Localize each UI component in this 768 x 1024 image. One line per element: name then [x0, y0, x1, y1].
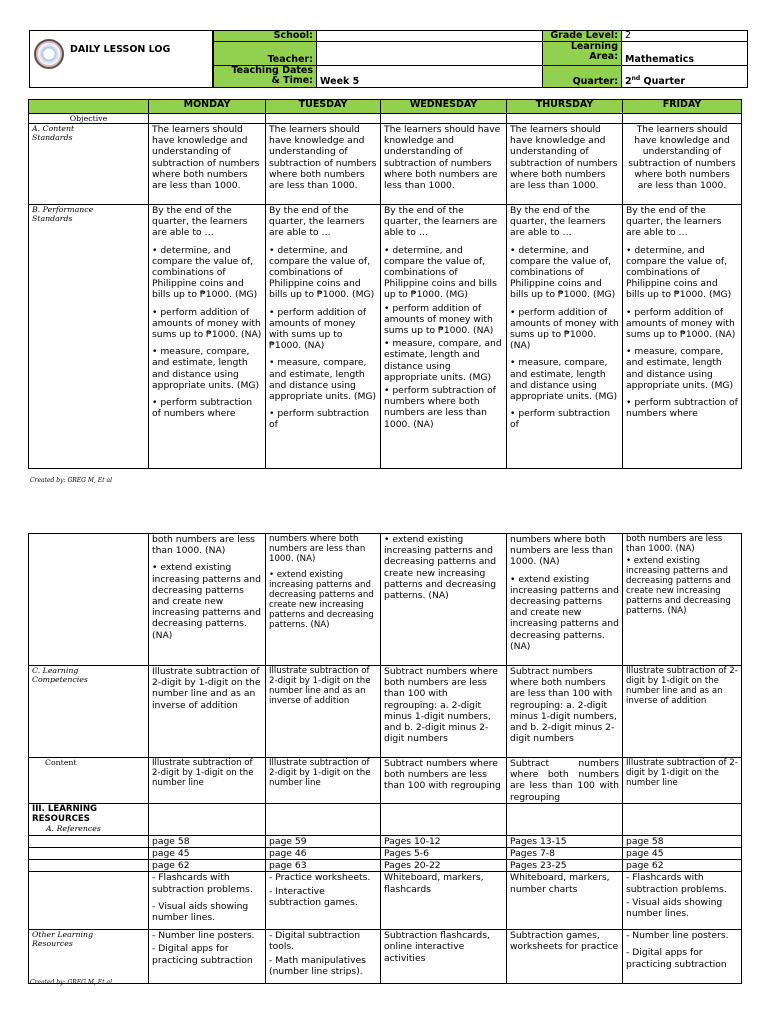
- ref1-friday: page 58: [623, 835, 742, 847]
- continued-monday: [149, 534, 266, 666]
- ps-bullet: • determine, and compare the value of, combinations of Philippine coins and bills up to ₱1000. (MG): [269, 244, 375, 301]
- performance-standards-label: [29, 205, 149, 469]
- teaching-dates-field[interactable]: Week 5: [317, 66, 543, 88]
- competency-wednesday: Subtract numbers where both numbers are less than 100 with regrouping: a. 2-digit minus 1-digit numbers, and b. 2-digit minus 2-digit numbers: [381, 666, 507, 758]
- ps-bullet: • perform addition of amounts of money with sums up to ₱1000. (NA): [269, 306, 367, 352]
- other-friday: [623, 930, 742, 984]
- content-standards-label: [29, 124, 149, 205]
- objective-cell: [507, 114, 623, 124]
- competency-friday: Illustrate subtraction of 2-digit by 1-digit on the number line and as an inverse of addition: [623, 666, 742, 758]
- ps-bullet: • measure, compare, and estimate, length and distance using appropriate units. (MG): [152, 346, 260, 391]
- resources-cell: [507, 803, 623, 835]
- ref3-tuesday: page 63: [266, 860, 381, 872]
- ps-intro: By the end of the quarter, the learners are able to …: [269, 205, 365, 239]
- deped-seal-icon: [34, 39, 64, 69]
- ref1-tuesday: page 59: [266, 835, 381, 847]
- other-item: - Math manipulatives (number line strips).: [269, 954, 366, 977]
- teaching-dates-label-line2: & Time:: [271, 75, 313, 86]
- ps-bullet: • measure, compare, and estimate, length and distance using appropriate units. (MG): [384, 338, 502, 383]
- performance-standard-wednesday: [381, 205, 507, 469]
- continued-wednesday: [381, 534, 507, 666]
- corner-cell: [29, 100, 149, 114]
- other-monday: [149, 930, 266, 984]
- ref1-monday: page 58: [149, 835, 266, 847]
- quarter-field[interactable]: [622, 66, 748, 88]
- ps-bullet: • determine, and compare the value of, combinations of Philippine coins and bills up to ₱1000. (MG): [626, 244, 732, 301]
- ref2-monday: page 45: [149, 848, 266, 860]
- learning-area-label-line2: Area:: [589, 51, 618, 62]
- ref1-wednesday: Pages 10-12: [381, 835, 507, 847]
- material-item: - Flashcards with subtraction problems.: [626, 872, 727, 895]
- quarter-ordinal: nd: [631, 74, 641, 82]
- ps-bullet: • measure, compare, and estimate, length and distance using appropriate units. (MG): [269, 357, 377, 403]
- other-item: - Digital subtraction tools.: [269, 930, 361, 953]
- materials-label-cell: [29, 872, 149, 930]
- quarter-suffix: Quarter: [640, 76, 686, 87]
- content-label: Content: [29, 758, 149, 804]
- ps-bullet: • perform subtraction of numbers where: [152, 397, 253, 420]
- content-tuesday: Illustrate subtraction of 2-digit by 1-digit on the number line: [266, 758, 381, 804]
- ps-bullet: • perform addition of amounts of money with sums up to ₱1000. (NA): [384, 302, 494, 337]
- cont-bullet: • extend existing increasing patterns and decreasing patterns and create new increasing patterns and decreasing patterns. (NA): [626, 556, 731, 616]
- cont-line: both numbers are less than 1000. (NA): [626, 534, 723, 554]
- cont-line: both numbers are less than 1000. (NA): [152, 534, 255, 557]
- ref3-thursday: Pages 23-25: [507, 860, 623, 872]
- learning-competencies-label: [29, 666, 149, 758]
- learning-competencies-label-line1: C. Learning: [32, 666, 79, 675]
- materials-thursday: Whiteboard, markers, number charts: [507, 872, 623, 930]
- content-thursday: Subtract numbers where both numbers are less than 100 with regrouping: [507, 758, 623, 804]
- materials-tuesday: [266, 872, 381, 930]
- footer-credit: Created by: GREG M, Et al: [30, 979, 112, 986]
- teaching-dates-label-line1: Teaching Dates: [231, 65, 313, 76]
- learning-competencies-label-line2: Competencies: [32, 675, 88, 684]
- material-item: - Interactive subtraction games.: [269, 885, 358, 908]
- competency-tuesday: Illustrate subtraction of 2-digit by 1-digit on the number line and as an inverse of addition: [266, 666, 381, 758]
- ref2-friday: page 45: [623, 848, 742, 860]
- ref3-wednesday: Pages 20-22: [381, 860, 507, 872]
- ref-row-label: [29, 848, 149, 860]
- materials-wednesday: Whiteboard, markers, flashcards: [381, 872, 507, 930]
- objective-label: Objective: [29, 114, 149, 124]
- materials-friday: [623, 872, 742, 930]
- performance-standard-friday: [623, 205, 742, 469]
- cont-bullet: • extend existing increasing patterns and decreasing patterns and create new increasing patterns and decreasing patterns. (NA): [510, 573, 619, 652]
- ps-bullet: • determine, and compare the value of, combinations of Philippine coins and bills up to ₱1000. (MG): [384, 244, 497, 301]
- content-standards-label-line2: Standards: [32, 133, 73, 142]
- ps-bullet: • perform addition of amounts of money with sums up to ₱1000. (NA): [152, 306, 262, 341]
- ref2-tuesday: page 46: [266, 848, 381, 860]
- learning-area-field[interactable]: Mathematics: [622, 42, 748, 66]
- other-thursday: Subtraction games, worksheets for practice: [507, 930, 623, 984]
- ref2-thursday: Pages 7-8: [507, 848, 623, 860]
- ref1-thursday: Pages 13-15: [507, 835, 623, 847]
- continued-label-cell: [29, 534, 149, 666]
- ps-intro: By the end of the quarter, the learners are able to …: [510, 205, 606, 239]
- school-label: School:: [214, 31, 317, 42]
- learning-resources-label-line2: RESOURCES: [32, 813, 90, 824]
- ps-bullet: • measure, compare, and estimate, length and distance using appropriate units. (MG): [510, 357, 618, 403]
- content-friday: Illustrate subtraction of 2-digit by 1-digit on the number line: [623, 758, 742, 804]
- other-item: - Digital apps for practicing subtraction: [152, 943, 253, 966]
- day-header-friday: FRIDAY: [623, 100, 742, 114]
- ps-intro: By the end of the quarter, the learners are able to …: [384, 205, 498, 239]
- objective-cell: [149, 114, 266, 124]
- other-resources-label-line1: Other Learning: [32, 930, 94, 940]
- learning-resources-label: [29, 803, 149, 835]
- performance-standards-label-line1: B. Performance: [32, 205, 94, 214]
- content-standard-thursday: The learners should have knowledge and understanding of subtraction of numbers where both numbers are less than 1000.: [507, 124, 623, 205]
- performance-standard-monday: [149, 205, 266, 469]
- cont-line: numbers where both numbers are less than 1000. (NA): [510, 534, 613, 568]
- ps-intro: By the end of the quarter, the learners are able to …: [626, 205, 722, 239]
- material-item: - Practice worksheets.: [269, 872, 371, 884]
- day-header-tuesday: TUESDAY: [266, 100, 381, 114]
- ps-bullet: • measure, compare, and estimate, length and distance using appropriate units. (MG): [626, 346, 734, 391]
- content-standards-label-line1: A. Content: [32, 124, 75, 133]
- continued-friday: [623, 534, 742, 666]
- other-resources-label: [29, 930, 149, 984]
- ref-row-label: [29, 860, 149, 872]
- performance-standard-tuesday: [266, 205, 381, 469]
- cont-bullet: • extend existing increasing patterns and decreasing patterns and create new increasing patterns and decreasing patterns. (NA): [269, 570, 374, 630]
- cont-bullet: • extend existing increasing patterns and decreasing patterns and create new increasing patterns and decreasing patterns. (NA): [384, 534, 497, 602]
- document-title: DAILY LESSON LOG: [70, 44, 171, 55]
- other-wednesday: Subtraction flashcards, online interactive activities: [381, 930, 507, 984]
- header-table: [213, 30, 748, 88]
- resources-cell: [623, 803, 742, 835]
- content-standard-wednesday: The learners should have knowledge and understanding of subtraction of numbers where both numbers are less than 1000.: [381, 124, 507, 205]
- competency-monday: Illustrate subtraction of 2-digit by 1-digit on the number line and as an inverse of addition: [149, 666, 266, 758]
- continued-thursday: [507, 534, 623, 666]
- material-item: - Visual aids showing number lines.: [626, 896, 723, 920]
- resources-cell: [149, 803, 266, 835]
- teacher-label: Teacher:: [214, 42, 317, 66]
- teaching-dates-label: [214, 66, 317, 88]
- ps-bullet: • determine, and compare the value of, combinations of Philippine coins and bills up to ₱1000. (MG): [152, 244, 258, 301]
- lesson-table-page2: [28, 533, 742, 984]
- ps-intro: By the end of the quarter, the learners are able to …: [152, 205, 248, 239]
- learning-area-label: [543, 42, 622, 66]
- ps-bullet: • perform addition of amounts of money with sums up to ₱1000. (NA): [626, 306, 736, 341]
- other-item: - Digital apps for practicing subtraction: [626, 947, 727, 970]
- logo-box: [29, 30, 213, 88]
- resources-cell: [381, 803, 507, 835]
- ps-bullet: • perform subtraction of numbers where: [626, 397, 738, 420]
- references-label: A. References: [46, 823, 101, 833]
- competency-thursday: Subtract numbers where both numbers are less than 100 with regrouping: a. 2-digit minus 1-digit numbers, and b. 2-digit minus 2-digit numbers: [507, 666, 623, 758]
- content-wednesday: Subtract numbers where both numbers are less than 100 with regrouping: [381, 758, 507, 804]
- cont-bullet: • extend existing increasing patterns and decreasing patterns and create new increasing patterns and decreasing patterns. (NA): [152, 562, 261, 641]
- ps-bullet: • perform subtraction of: [269, 408, 370, 431]
- ref2-wednesday: Pages 5-6: [381, 848, 507, 860]
- content-standard-tuesday: The learners should have knowledge and understanding of subtraction of numbers where both numbers are less than 1000.: [266, 124, 381, 205]
- day-header-wednesday: WEDNESDAY: [381, 100, 507, 114]
- day-header-thursday: THURSDAY: [507, 100, 623, 114]
- ps-bullet: • determine, and compare the value of, combinations of Philippine coins and bills up to ₱1000. (MG): [510, 244, 616, 301]
- teacher-field[interactable]: [317, 42, 543, 66]
- ps-bullet: • perform subtraction of: [510, 408, 611, 431]
- lesson-table-page1: [28, 99, 742, 469]
- performance-standards-label-line2: Standards: [32, 214, 73, 223]
- quarter-number: 2: [625, 76, 632, 87]
- materials-monday: [149, 872, 266, 930]
- school-field[interactable]: [317, 31, 543, 42]
- grade-level-label: Grade Level:: [543, 31, 622, 42]
- quarter-label: Quarter:: [543, 66, 622, 88]
- ps-bullet: • perform subtraction of numbers where both numbers are less than 1000. (NA): [384, 385, 496, 430]
- objective-cell: [623, 114, 742, 124]
- objective-cell: [266, 114, 381, 124]
- cont-line: numbers where both numbers are less than 1000. (NA): [269, 534, 366, 564]
- performance-standard-thursday: [507, 205, 623, 469]
- footer-credit: Created by: GREG M, Et al: [30, 477, 112, 484]
- other-item: - Number line posters.: [152, 930, 255, 942]
- ps-bullet: • perform addition of amounts of money with sums up to ₱1000. (NA): [510, 306, 619, 352]
- resources-cell: [266, 803, 381, 835]
- material-item: - Flashcards with subtraction problems.: [152, 872, 253, 895]
- content-standard-monday: The learners should have knowledge and understanding of subtraction of numbers where both numbers are less than 1000.: [149, 124, 266, 205]
- content-standard-friday: The learners should have knowledge and understanding of subtraction of numbers where both numbers are less than 1000.: [623, 124, 742, 205]
- ref-row-label: [29, 835, 149, 847]
- ref3-monday: page 62: [149, 860, 266, 872]
- day-header-monday: MONDAY: [149, 100, 266, 114]
- material-item: - Visual aids showing number lines.: [152, 900, 249, 924]
- learning-area-label-line1: Learning: [570, 41, 618, 52]
- other-resources-label-line2: Resources: [32, 939, 73, 949]
- content-monday: Illustrate subtraction of 2-digit by 1-digit on the number line: [149, 758, 266, 804]
- ref3-friday: page 62: [623, 860, 742, 872]
- grade-level-field[interactable]: 2: [622, 31, 748, 42]
- other-tuesday: [266, 930, 381, 984]
- continued-tuesday: [266, 534, 381, 666]
- objective-cell: [381, 114, 507, 124]
- other-item: - Number line posters.: [626, 930, 729, 942]
- learning-resources-label-line1: III. LEARNING: [32, 803, 98, 814]
